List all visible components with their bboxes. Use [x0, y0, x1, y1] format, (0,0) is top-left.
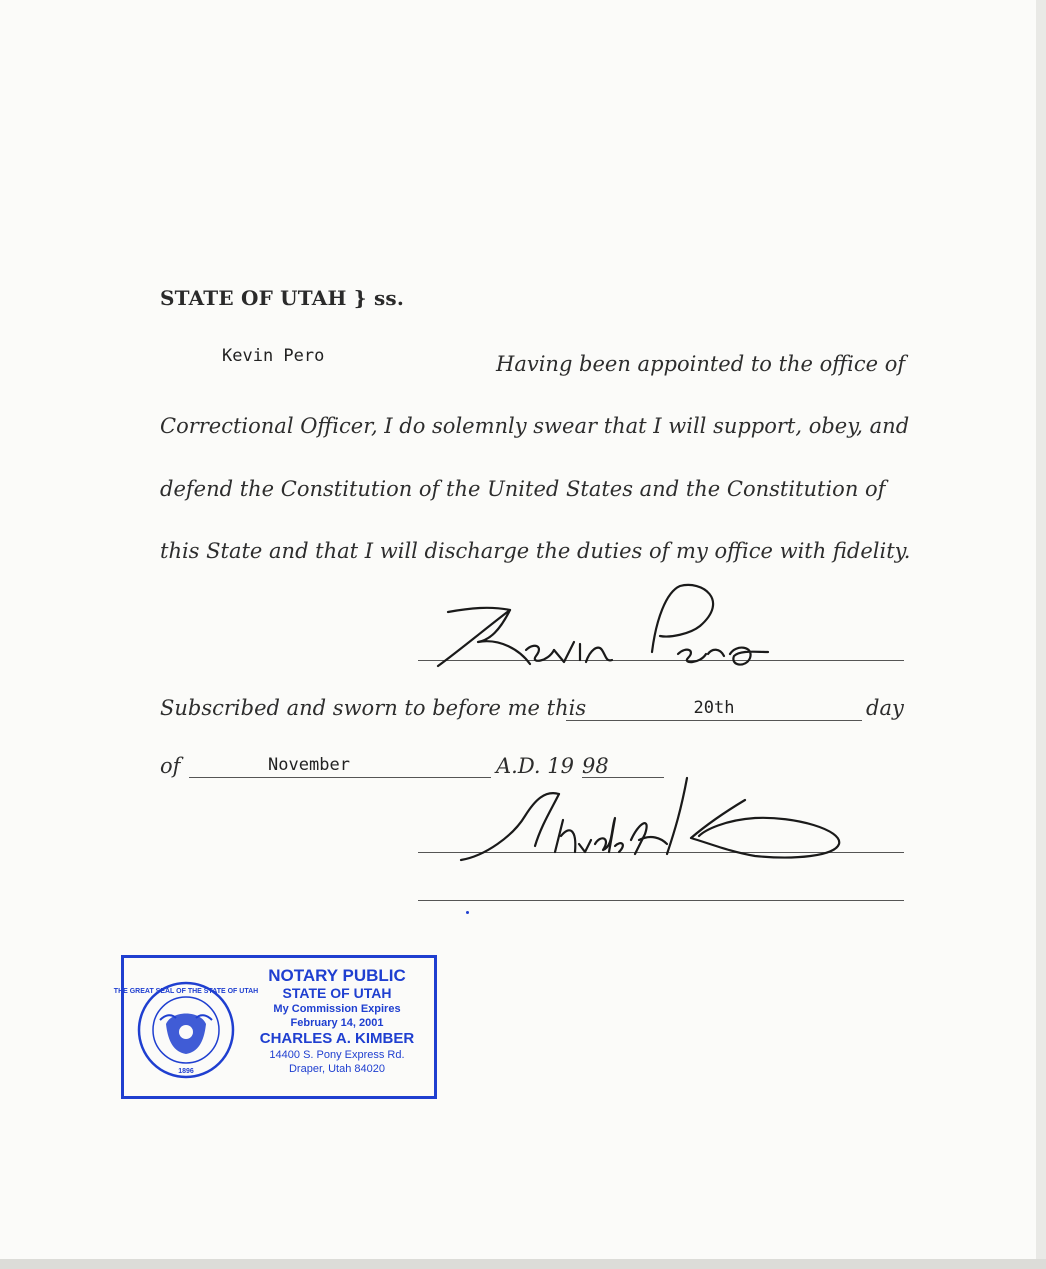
stamp-commission-label: My Commission Expires	[273, 1003, 401, 1015]
oath-line-1: Having been appointed to the office of	[496, 352, 906, 376]
stamp-address-city: Draper, Utah 84020	[288, 1063, 385, 1075]
stamp-title: NOTARY PUBLIC	[268, 966, 406, 985]
oath-line-4: this State and that I will discharge the duties of my office with fidelity.	[160, 539, 911, 563]
day-word: day	[866, 696, 904, 720]
stamp-commission-date: February 14, 2001	[290, 1017, 384, 1029]
ink-dot	[466, 911, 469, 914]
oath-line-3: defend the Constitution of the United States and the Constitution of	[160, 477, 886, 501]
notary-stamp	[113, 955, 437, 1099]
stamp-address-street: 14400 S. Pony Express Rd.	[269, 1049, 405, 1061]
ad-text: A.D. 19	[496, 754, 575, 778]
subscribed-text: Subscribed and sworn to before me this	[160, 696, 587, 720]
year-value: 98	[582, 754, 609, 778]
notary-signature	[455, 760, 845, 870]
month-blank-line	[189, 777, 491, 778]
oath-line-2: Correctional Officer, I do solemnly swear that I will support, obey, and	[160, 414, 910, 438]
day-blank-line	[566, 720, 862, 721]
stamp-state: STATE OF UTAH	[282, 985, 392, 1001]
seal-ring-text: THE GREAT SEAL OF THE STATE OF UTAH	[113, 988, 259, 995]
of-word: of	[160, 754, 181, 778]
utah-seal-icon	[113, 980, 259, 1080]
seal-year: 1896	[178, 1068, 194, 1075]
page-bottom-edge	[0, 1259, 1046, 1269]
month-value: November	[268, 755, 350, 775]
notary-title-line	[418, 900, 904, 901]
appointee-signature	[430, 580, 790, 670]
stamp-notary-name: CHARLES A. KIMBER	[259, 1030, 415, 1047]
page-edge	[1036, 0, 1046, 1269]
venue-heading: STATE OF UTAH } ss.	[160, 286, 405, 310]
appointee-name-typed: Kevin Pero	[222, 346, 325, 366]
day-value: 20th	[693, 698, 735, 718]
